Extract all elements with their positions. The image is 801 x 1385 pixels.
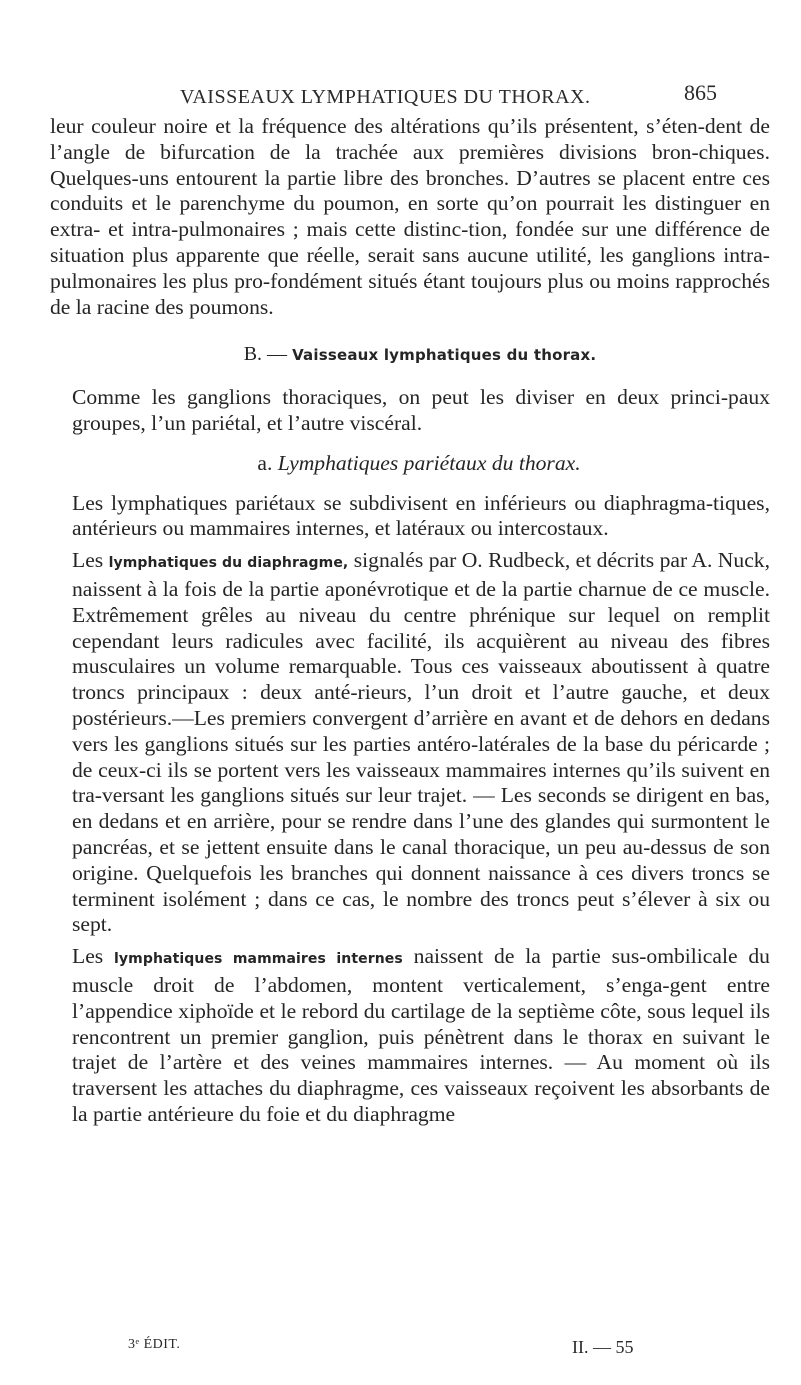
edition-mark: 3ᵉ ÉDIT. (128, 1337, 181, 1352)
paragraph-groupes: Comme les ganglions thoraciques, on peut les diviser en deux princi-paux groupes, l’un pariétal, et l’autre viscéral. (72, 385, 770, 435)
sheet-signature: II. — 55 (572, 1337, 634, 1357)
page-number: 865 (684, 80, 717, 105)
subsection-title: Lymphatiques pariétaux du thorax. (277, 450, 581, 475)
paragraph-text: naissent de la partie sus-ombilicale du muscle droit de l’abdomen, montent verticalement, s’enga-gent entre l’appendice xiphoïde et le rebord du cartilage de la septième côte, sous lequel ils rencontrent un premier ganglion, puis pénètrent dans le thorax en suivant le trajet de l’artère et des veines mammaires internes. — Au moment où ils traversent les attaches du diaphragme, ces vaisseaux reçoivent les absorbants de la partie antérieure du foie et du diaphragme (72, 944, 770, 1126)
paragraph-subdivisions: Les lymphatiques pariétaux se subdivisent en inférieurs ou diaphragma-tiques, antérieurs ou mammaires internes, et latéraux ou intercostaux. (72, 490, 770, 541)
paragraph-ganglions-bronchiques: leur couleur noire et la fréquence des altérations qu’ils présentent, s’éten-dent de l’angle de bifurcation de la trachée aux premières divisions bron-chiques. Quelques-uns entourent la partie libre des bronches. D’autres se placent entre ces conduits et le parenchyme du poumon, en sorte qu’on pourrait les distinguer en extra- et intra-pulmonaires ; mais cette distinc-tion, fondée sur une différence de situation plus apparente que réelle, serait sans aucune utilité, les ganglions intra-pulmonaires les plus pro-fondément situés étant toujours plus ou moins rapprochés de la racine des poumons. (50, 114, 770, 319)
section-heading-b (50, 342, 770, 369)
subsection-letter: a. (257, 450, 273, 475)
paragraph-lead: Les (72, 548, 104, 573)
paragraph-lymphatiques-mammaires (50, 944, 770, 1128)
subsection-heading-a (50, 451, 770, 477)
section-letter: B. — (243, 343, 288, 366)
running-title: VAISSEAUX LYMPHATIQUES DU THORAX. (180, 86, 591, 108)
run-in-term: lymphatiques mammaires internes (114, 951, 403, 968)
paragraph-lead: Les (72, 944, 104, 969)
run-in-term: lymphatiques du diaphragme, (108, 555, 349, 572)
paragraph-text: signalés par O. Rudbeck, et décrits par A. Nuck, naissent à la fois de la partie aponévrotique et de la partie charnue de ce muscle. Extrêmement grêles au niveau du centre phrénique sur lequel on remplit cependant leurs radicules avec facilité, ils acquièrent au niveau des fibres musculaires un volume remarquable. Tous ces vaisseaux aboutissent à quatre troncs principaux : deux anté-rieurs, l’un droit et l’autre gauche, et deux postérieurs.—Les premiers convergent d’arrière en avant et de dehors en dedans vers les ganglions situés sur les parties antéro-latérales de la base du péricarde ; de ceux-ci ils se portent vers les vaisseaux mammaires internes qu’ils suivent en tra-versant les ganglions situés sur leur trajet. — Les seconds se dirigent en bas, en dedans et en arrière, pour se rendre dans l’une des glandes qui surmontent le pancréas, et se jettent ensuite dans le canal thoracique, un peu au-dessus de son origine. Quelquefois les branches qui donnent naissance à ces divers troncs se terminent isolément ; dans ce cas, le nombre des troncs peut s’élever à six ou sept. (72, 548, 770, 937)
section-title: Vaisseaux lymphatiques du thorax. (292, 346, 597, 365)
paragraph-lymphatiques-diaphragme (50, 548, 770, 938)
body-text (50, 114, 770, 1128)
